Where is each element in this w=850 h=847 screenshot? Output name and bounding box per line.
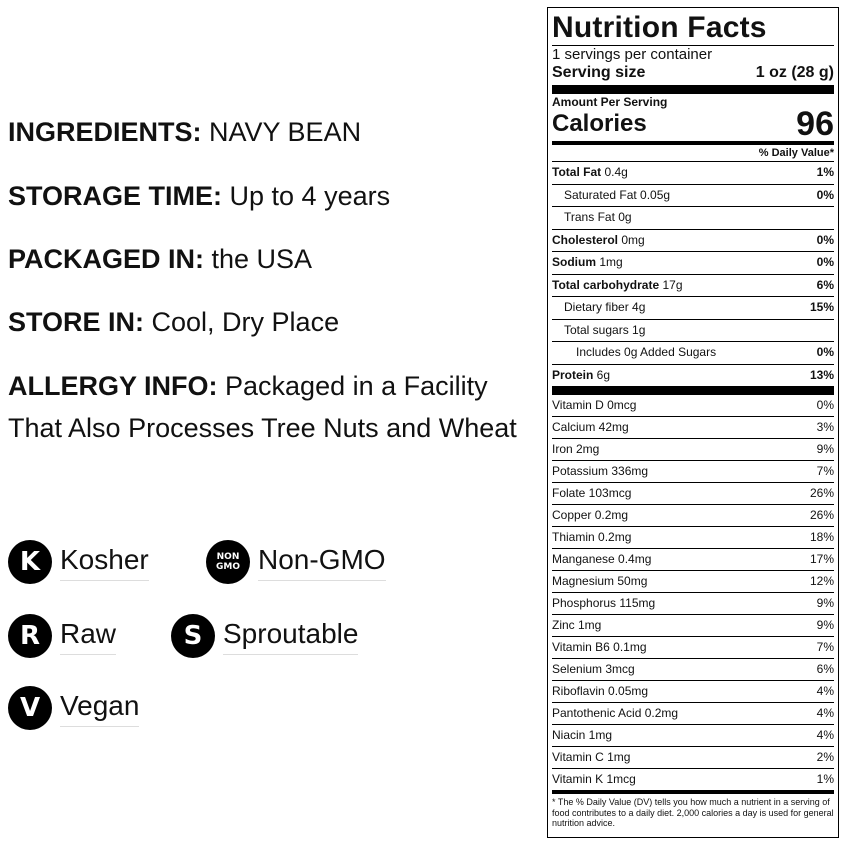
nutrient-daily-value: 0% — [816, 187, 834, 202]
vitamin-row — [552, 658, 834, 680]
vitamin-label: Pantothenic Acid 0.2mg — [552, 706, 679, 720]
nutrient-list — [552, 161, 834, 386]
nutrient-name — [552, 162, 628, 184]
vitamin-row — [552, 460, 834, 482]
calories-row — [552, 105, 834, 143]
vitamin-daily-value: 1% — [816, 772, 834, 786]
vitamin-list — [552, 395, 834, 790]
raw-icon: R — [8, 614, 52, 658]
vitamin-label: Manganese 0.4mg — [552, 552, 652, 566]
nutrient-row — [552, 184, 834, 207]
allergy-line — [8, 365, 538, 449]
nutrient-amount: 0g — [614, 210, 632, 224]
vitamin-row — [552, 724, 834, 746]
sproutable-badge — [171, 614, 358, 658]
vitamin-row — [552, 438, 834, 460]
nutrient-label: Total sugars — [564, 322, 629, 337]
nutrition-title: Nutrition Facts — [552, 11, 767, 44]
store-label: STORE IN: — [8, 307, 145, 337]
nutrient-row — [552, 364, 834, 387]
vegan-badge — [8, 686, 139, 730]
nutrient-daily-value: 0% — [816, 345, 834, 359]
nutrient-name — [564, 320, 645, 342]
vitamin-row — [552, 548, 834, 570]
nutrient-amount: 0.05g — [636, 187, 671, 202]
vitamin-row — [552, 746, 834, 768]
store-line — [8, 301, 339, 343]
vitamin-label: Vitamin B6 0.1mg — [552, 640, 647, 654]
servings-per-container: 1 servings per container — [552, 46, 713, 63]
nutrient-label: Saturated Fat — [564, 187, 637, 202]
vitamin-daily-value: 4% — [816, 728, 834, 742]
vitamin-label: Potassium 336mg — [552, 464, 649, 478]
allergy-label: ALLERGY INFO: — [8, 371, 218, 401]
vegan-icon: V — [8, 686, 52, 730]
vitamin-label: Niacin 1mg — [552, 728, 613, 742]
vitamin-row — [552, 570, 834, 592]
ingredients-value: NAVY BEAN — [201, 117, 362, 147]
packaged-label: PACKAGED IN: — [8, 244, 205, 274]
nutrient-daily-value: 15% — [809, 300, 834, 314]
vitamin-label: Phosphorus 115mg — [552, 596, 656, 610]
nutrient-row — [552, 274, 834, 297]
non-gmo-label: Non-GMO — [258, 544, 386, 581]
nutrient-daily-value: 0% — [816, 255, 834, 269]
nutrient-daily-value: 0% — [816, 232, 834, 247]
vitamin-label: Vitamin C 1mg — [552, 750, 631, 764]
storage-label: STORAGE TIME: — [8, 181, 223, 211]
vitamin-label: Folate 103mcg — [552, 486, 632, 500]
nutrient-amount: 4g — [628, 300, 646, 314]
nutrient-name — [552, 230, 645, 252]
vitamin-row — [552, 592, 834, 614]
vitamin-daily-value: 2% — [816, 750, 834, 764]
vitamin-daily-value: 9% — [816, 442, 834, 456]
vitamin-label: Riboflavin 0.05mg — [552, 684, 649, 698]
vitamin-label: Thiamin 0.2mg — [552, 530, 632, 544]
nutrient-label: Includes 0g Added Sugars — [576, 345, 717, 359]
calories-label: Calories — [552, 110, 647, 137]
nutrient-amount: 1g — [628, 322, 646, 337]
ingredients-label: INGREDIENTS: — [8, 117, 202, 147]
vitamin-daily-value: 18% — [809, 530, 834, 544]
raw-badge — [8, 614, 116, 658]
store-value: Cool, Dry Place — [144, 307, 340, 337]
vitamin-row — [552, 395, 834, 416]
nutrient-name — [564, 185, 670, 207]
nutrient-label: Total Fat — [552, 165, 602, 179]
nutrition-facts-panel — [547, 7, 839, 838]
footnote: * The % Daily Value (DV) tells you how much a nutrient in a serving of food contributes to a daily diet. 2,000 calories a day is used for general nutrition advice. — [552, 797, 834, 828]
nutrient-daily-value: 1% — [816, 165, 834, 179]
vitamin-row — [552, 614, 834, 636]
vitamin-label: Copper 0.2mg — [552, 508, 629, 522]
non-gmo-icon: NON GMO — [206, 540, 250, 584]
nutrient-row — [552, 341, 834, 364]
nutrient-label: Cholesterol — [552, 232, 619, 247]
serving-size-label: Serving size — [552, 64, 646, 81]
vitamin-label: Vitamin K 1mcg — [552, 772, 636, 786]
nutrient-row — [552, 161, 834, 184]
vitamin-row — [552, 416, 834, 438]
vitamin-daily-value: 26% — [809, 486, 834, 500]
nutrient-name — [564, 297, 645, 319]
nutrient-label: Dietary fiber — [564, 300, 629, 314]
vegan-label: Vegan — [60, 690, 139, 727]
nutrient-amount: 1mg — [596, 255, 623, 269]
amount-per-serving: Amount Per Serving — [552, 95, 668, 109]
nutrient-amount: 0mg — [618, 232, 645, 247]
kosher-icon: K — [8, 540, 52, 584]
vitamin-row — [552, 504, 834, 526]
vitamin-row — [552, 526, 834, 548]
nutrient-row — [552, 251, 834, 274]
vitamin-daily-value: 0% — [816, 398, 834, 412]
vitamin-row — [552, 482, 834, 504]
vitamin-daily-value: 3% — [816, 420, 834, 434]
sproutable-icon: S — [171, 614, 215, 658]
nutrient-amount: 0.4g — [601, 165, 628, 179]
sproutable-label: Sproutable — [223, 618, 358, 655]
calories-value: 96 — [796, 105, 834, 143]
nutrient-row — [552, 206, 834, 229]
nutrient-row — [552, 296, 834, 319]
nutrient-daily-value: 13% — [809, 367, 834, 382]
serving-size-value: 1 oz (28 g) — [755, 64, 834, 81]
ingredients-line — [8, 111, 361, 153]
vitamin-daily-value: 7% — [816, 464, 834, 478]
allergy-value: Packaged in a Facility That Also Processes Tree Nuts and Wheat — [8, 371, 517, 443]
nutrient-name — [564, 207, 632, 229]
nutrient-amount: 6g — [593, 367, 611, 382]
daily-value-header: % Daily Value* — [758, 147, 834, 159]
nutrient-name — [552, 275, 683, 297]
vitamin-daily-value: 26% — [809, 508, 834, 522]
vitamin-row — [552, 768, 834, 790]
packaged-line — [8, 238, 312, 280]
vitamin-label: Vitamin D 0mcg — [552, 398, 637, 412]
vitamin-label: Calcium 42mg — [552, 420, 629, 434]
nutrient-label: Total carbohydrate — [552, 277, 660, 292]
nutrient-amount: 17g — [659, 277, 683, 292]
nutrient-daily-value: 6% — [816, 277, 834, 292]
vitamin-daily-value: 12% — [809, 574, 834, 588]
storage-line — [8, 175, 390, 217]
vitamin-daily-value: 9% — [816, 596, 834, 610]
vitamin-row — [552, 680, 834, 702]
vitamin-daily-value: 6% — [816, 662, 834, 676]
vitamin-row — [552, 636, 834, 658]
vitamin-daily-value: 4% — [816, 706, 834, 720]
nutrient-name — [552, 365, 610, 387]
vitamin-label: Magnesium 50mg — [552, 574, 648, 588]
nutrient-row — [552, 319, 834, 342]
nutrient-row — [552, 229, 834, 252]
vitamin-row — [552, 702, 834, 724]
serving-size-row — [552, 63, 834, 83]
nutrient-label: Trans Fat — [564, 210, 615, 224]
nutrient-name — [552, 252, 623, 274]
vitamin-daily-value: 9% — [816, 618, 834, 632]
vitamin-label: Zinc 1mg — [552, 618, 602, 632]
vitamin-label: Iron 2mg — [552, 442, 600, 456]
vitamin-daily-value: 4% — [816, 684, 834, 698]
nutrient-label: Protein — [552, 367, 594, 382]
storage-value: Up to 4 years — [222, 181, 391, 211]
vitamin-label: Selenium 3mcg — [552, 662, 635, 676]
nutrient-name — [576, 342, 716, 364]
kosher-badge — [8, 540, 149, 584]
non-gmo-badge — [206, 540, 386, 584]
kosher-label: Kosher — [60, 544, 149, 581]
vitamin-daily-value: 7% — [816, 640, 834, 654]
nutrient-label: Sodium — [552, 255, 596, 269]
raw-label: Raw — [60, 618, 116, 655]
packaged-value: the USA — [204, 244, 313, 274]
vitamin-daily-value: 17% — [809, 552, 834, 566]
